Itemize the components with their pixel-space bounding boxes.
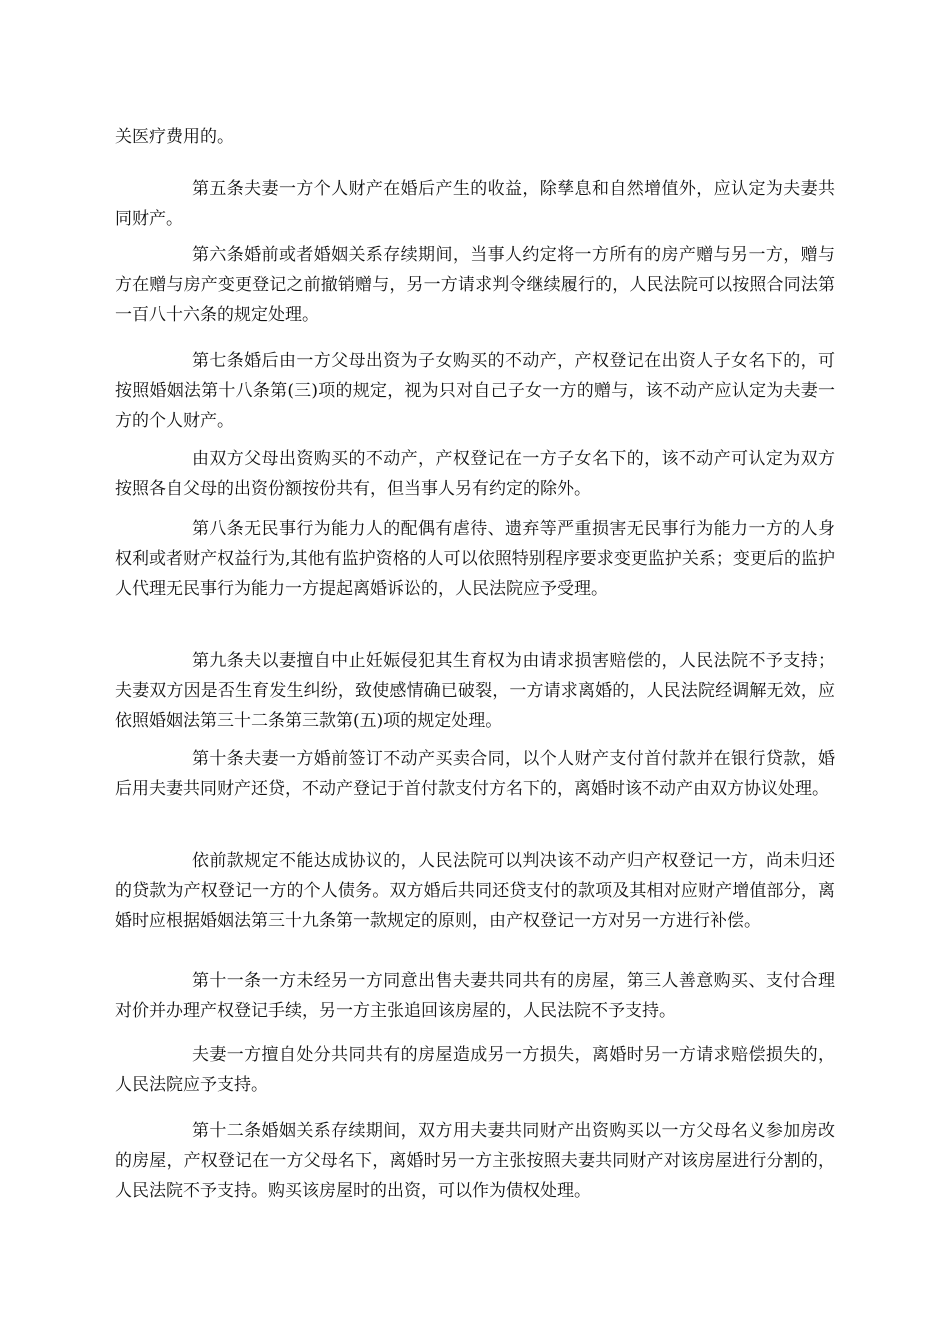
paragraph-article-11-part-2: 夫妻一方擅自处分共同共有的房屋造成另一方损失，离婚时另一方请求赔偿损失的，人民法院应予支持。 [115, 1045, 835, 1095]
paragraph-article-9: 第九条夫以妻擅自中止妊娠侵犯其生育权为由请求损害赔偿的，人民法院不予支持；夫妻双方因是否生育发生纠纷，致使感情确已破裂，一方请求离婚的，人民法院经调解无效，应依照婚姻法第三十二条第三款第(五)项的规定处理。 [115, 651, 835, 731]
paragraph-article-6: 第六条婚前或者婚姻关系存续期间，当事人约定将一方所有的房产赠与另一方，赠与方在赠与房产变更登记之前撤销赠与，另一方请求判令继续履行的，人民法院可以按照合同法第一百八十六条的规定处理。 [115, 245, 835, 325]
paragraph-article-11: 第十一条一方未经另一方同意出售夫妻共同共有的房屋，第三人善意购买、支付合理对价并办理产权登记手续，另一方主张追回该房屋的，人民法院不予支持。 [115, 971, 835, 1021]
paragraph-article-5: 第五条夫妻一方个人财产在婚后产生的收益，除孳息和自然增值外，应认定为夫妻共同财产。 [115, 179, 835, 229]
paragraph-article-10-part-2: 依前款规定不能达成协议的，人民法院可以判决该不动产归产权登记一方，尚未归还的贷款为产权登记一方的个人债务。双方婚后共同还贷支付的款项及其相对应财产增值部分，离婚时应根据婚姻法第三十九条第一款规定的原则，由产权登记一方对另一方进行补偿。 [115, 851, 835, 931]
paragraph-article-7-part-2: 由双方父母出资购买的不动产，产权登记在一方子女名下的，该不动产可认定为双方按照各自父母的出资份额按份共有，但当事人另有约定的除外。 [115, 449, 835, 499]
paragraph-article-8: 第八条无民事行为能力人的配偶有虐待、遗弃等严重损害无民事行为能力一方的人身权利或者财产权益行为,其他有监护资格的人可以依照特别程序要求变更监护关系；变更后的监护人代理无民事行为能力一方提起离婚诉讼的，人民法院应予受理。 [115, 519, 835, 599]
paragraph-article-10: 第十条夫妻一方婚前签订不动产买卖合同，以个人财产支付首付款并在银行贷款，婚后用夫妻共同财产还贷，不动产登记于首付款支付方名下的，离婚时该不动产由双方协议处理。 [115, 749, 835, 799]
paragraph-article-7: 第七条婚后由一方父母出资为子女购买的不动产，产权登记在出资人子女名下的，可按照婚姻法第十八条第(三)项的规定，视为只对自己子女一方的赠与，该不动产应认定为夫妻一方的个人财产。 [115, 351, 835, 431]
paragraph-article-12: 第十二条婚姻关系存续期间，双方用夫妻共同财产出资购买以一方父母名义参加房改的房屋，产权登记在一方父母名下，离婚时另一方主张按照夫妻共同财产对该房屋进行分割的，人民法院不予支持。购买该房屋时的出资，可以作为债权处理。 [115, 1121, 835, 1201]
paragraph-continuation: 关医疗费用的。 [115, 127, 234, 147]
